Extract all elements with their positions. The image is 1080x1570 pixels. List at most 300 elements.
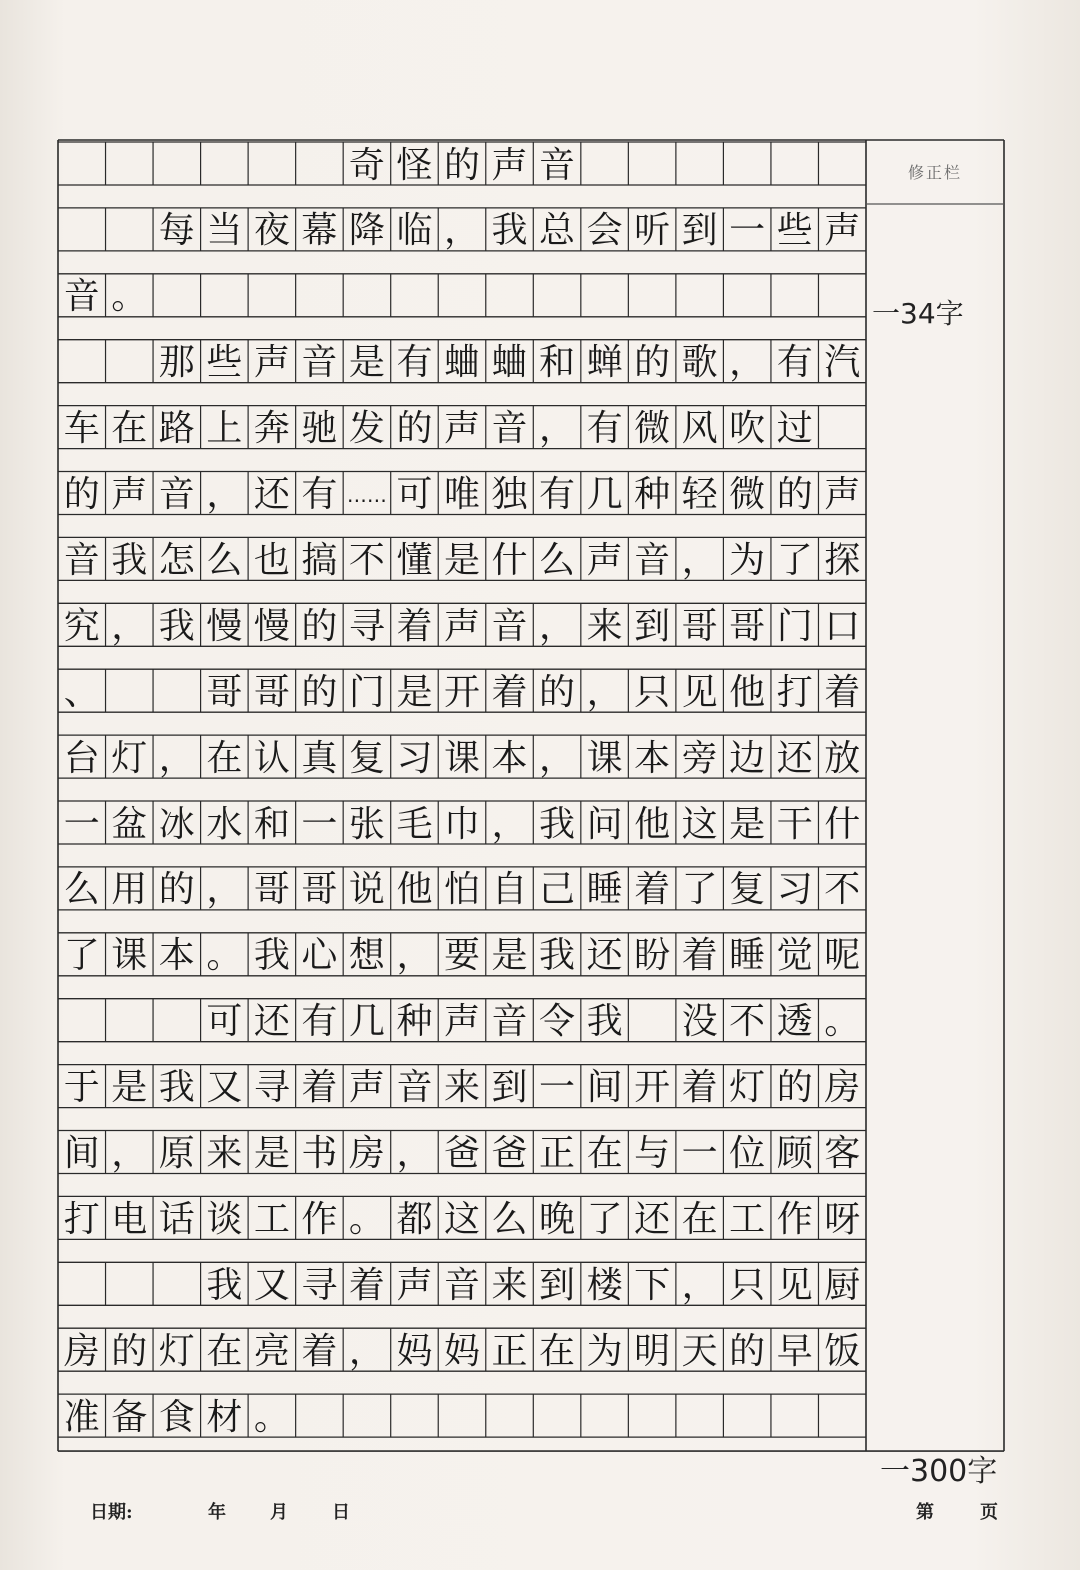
essay-char: 在	[681, 1198, 718, 1240]
essay-char: 到	[634, 605, 671, 647]
essay-char: 搞	[301, 539, 338, 581]
essay-char: 。	[824, 1001, 861, 1043]
essay-char: 在	[206, 737, 243, 779]
essay-char: 令	[539, 1001, 576, 1043]
essay-char: 课	[111, 935, 148, 977]
essay-char: 声	[396, 1264, 433, 1306]
essay-char: 盆	[111, 803, 148, 845]
essay-char: 工	[253, 1198, 290, 1240]
essay-char: 是	[491, 935, 528, 977]
essay-char	[106, 672, 154, 713]
essay-char: 蛐	[491, 342, 528, 384]
essay-char: 间	[586, 1067, 623, 1109]
essay-char: 来	[586, 605, 623, 647]
essay-char: 这	[443, 1198, 480, 1240]
essay-char: 也	[253, 539, 290, 581]
essay-char: 寻	[301, 1264, 338, 1306]
essay-char: 与	[634, 1133, 671, 1174]
essay-char: 的	[301, 671, 338, 713]
essay-char: 声	[443, 1001, 480, 1043]
essay-char	[533, 277, 581, 318]
essay-char: 的	[634, 342, 671, 384]
essay-char: 几	[586, 474, 623, 515]
essay-char	[723, 1397, 771, 1438]
essay-char: 间	[63, 1133, 100, 1174]
essay-char: 房	[63, 1330, 100, 1372]
essay-char	[581, 277, 629, 318]
essay-char: 声	[443, 408, 480, 450]
essay-char	[248, 277, 296, 318]
essay-char: 的	[776, 1067, 813, 1109]
essay-char: ，	[443, 210, 480, 252]
essay-char: 的	[729, 1330, 766, 1372]
essay-char: 于	[63, 1067, 100, 1109]
essay-char: 灯	[158, 1330, 195, 1372]
essay-char: 他	[634, 803, 671, 845]
essay-char: 些	[206, 342, 243, 384]
essay-char: 复	[729, 869, 766, 911]
essay-char	[201, 277, 249, 318]
essay-char: ，	[111, 1133, 148, 1174]
essay-char: 食	[158, 1396, 195, 1438]
essay-char: ，	[348, 1330, 385, 1372]
essay-char: 是	[443, 539, 480, 581]
essay-char: 一	[301, 803, 338, 845]
essay-char: 探	[824, 539, 861, 581]
essay-char: 盼	[634, 935, 671, 977]
essay-char	[486, 1397, 534, 1438]
essay-char: 这	[681, 803, 718, 845]
essay-char: 一	[729, 210, 766, 252]
essay-char	[58, 211, 106, 252]
essay-char: 声	[586, 539, 623, 581]
essay-char: 慢	[206, 605, 243, 647]
essay-char: 音	[63, 539, 100, 581]
essay-char	[818, 1397, 866, 1438]
essay-char: 了	[776, 539, 813, 581]
essay-char: 我	[158, 605, 195, 647]
essay-char: 呢	[824, 935, 861, 977]
essay-char: 幕	[301, 210, 338, 252]
essay-char: 在	[111, 408, 148, 450]
essay-char: 到	[491, 1067, 528, 1109]
essay-char: 声	[348, 1067, 385, 1109]
essay-char: 着	[634, 869, 671, 911]
essay-char: 车	[63, 408, 100, 450]
essay-char: 觉	[776, 935, 813, 977]
essay-char	[771, 277, 819, 318]
essay-char: 都	[396, 1198, 433, 1240]
essay-char	[296, 277, 344, 318]
footer-date-label: 日期:	[90, 1502, 133, 1523]
essay-char: 明	[634, 1330, 671, 1372]
essay-char: ，	[539, 605, 576, 647]
essay-char: 到	[539, 1264, 576, 1306]
word-count-note-1: 一34字	[872, 297, 964, 330]
essay-char: 巾	[443, 803, 480, 845]
essay-char: 谈	[206, 1198, 243, 1240]
essay-char: 音	[491, 605, 528, 647]
essay-char	[391, 1397, 439, 1438]
essay-char: 么	[491, 1198, 528, 1240]
essay-char: 只	[729, 1264, 766, 1306]
essay-char: 台	[63, 737, 100, 779]
footer-year: 年	[208, 1502, 226, 1523]
essay-char: 歌	[681, 342, 718, 384]
essay-char: 是	[111, 1067, 148, 1109]
essay-char: 心	[301, 935, 338, 977]
essay-char: 又	[253, 1264, 290, 1306]
essay-char: 水	[206, 803, 243, 845]
essay-char: 声	[253, 342, 290, 384]
essay-char: 爸	[443, 1133, 480, 1174]
essay-char: 毛	[396, 803, 433, 845]
essay-char: 本	[491, 737, 528, 779]
essay-char: 的	[111, 1330, 148, 1372]
essay-char	[581, 145, 629, 186]
essay-char: 呀	[824, 1198, 861, 1240]
essay-char: 来	[206, 1133, 243, 1174]
essay-char: 总	[539, 210, 576, 252]
essay-char: ，	[158, 737, 195, 779]
essay-char: ，	[396, 935, 433, 977]
essay-char: 口	[824, 605, 861, 647]
essay-char: 什	[491, 539, 528, 581]
essay-char: 睡	[586, 869, 623, 911]
essay-char: 音	[63, 276, 100, 318]
essay-char	[153, 1002, 201, 1043]
essay-char: 还	[253, 474, 290, 515]
essay-char: 睡	[729, 935, 766, 977]
essay-char: 的	[158, 869, 195, 911]
essay-char: 着	[681, 1067, 718, 1109]
essay-char: 夜	[253, 210, 290, 252]
essay-char	[106, 1002, 154, 1043]
essay-char	[676, 1397, 724, 1438]
essay-char	[628, 1397, 676, 1438]
essay-char: 些	[776, 210, 813, 252]
essay-char: 是	[729, 803, 766, 845]
essay-char: 我	[158, 1067, 195, 1109]
essay-char: 几	[348, 1001, 385, 1043]
essay-char: 习	[776, 869, 813, 911]
essay-char: 音	[634, 539, 671, 581]
essay-char: 他	[396, 869, 433, 911]
essay-char: 课	[443, 737, 480, 779]
essay-char: 了	[63, 935, 100, 977]
essay-char	[106, 145, 154, 186]
essay-char: ，	[539, 408, 576, 450]
essay-char: 我	[586, 1001, 623, 1043]
essay-char: 种	[634, 474, 671, 515]
essay-char: 还	[253, 1001, 290, 1043]
essay-char: 哥	[253, 869, 290, 911]
essay-char: 和	[253, 803, 290, 845]
essay-char: 的	[63, 474, 100, 515]
essay-char	[581, 1397, 629, 1438]
essay-char: 那	[158, 342, 195, 384]
essay-char: 在	[206, 1330, 243, 1372]
essay-char: 作	[776, 1198, 813, 1240]
essay-char: 张	[348, 803, 385, 845]
essay-char: 声	[443, 605, 480, 647]
essay-char: 不	[729, 1001, 766, 1043]
essay-char: 声	[824, 210, 861, 252]
essay-char: 开	[634, 1067, 671, 1109]
essay-char: 。	[348, 1198, 385, 1240]
essay-char: 备	[111, 1396, 148, 1438]
essay-char: 不	[348, 539, 385, 581]
essay-char: 位	[729, 1133, 766, 1174]
essay-char: 懂	[396, 539, 433, 581]
essay-char: 音	[443, 1264, 480, 1306]
footer-page-prefix: 第	[916, 1502, 934, 1523]
footer-page-suffix: 页	[980, 1502, 998, 1523]
essay-char	[201, 145, 249, 186]
essay-char: 想	[348, 935, 385, 977]
essay-char: ，	[491, 803, 528, 845]
essay-char: 来	[443, 1067, 480, 1109]
essay-char: 顾	[776, 1133, 813, 1174]
essay-char	[771, 1397, 819, 1438]
essay-char: 复	[348, 737, 385, 779]
essay-char	[486, 277, 534, 318]
essay-char: 的	[539, 671, 576, 713]
essay-char: 路	[158, 408, 195, 450]
essay-char: 是	[348, 342, 385, 384]
essay-char: 怎	[158, 539, 195, 581]
essay-char: 门	[348, 671, 385, 713]
essay-char	[58, 1002, 106, 1043]
essay-char: 透	[776, 1001, 813, 1043]
essay-char	[106, 1265, 154, 1306]
essay-char: 微	[634, 408, 671, 450]
essay-char: 声	[824, 474, 861, 515]
essay-char: 用	[111, 869, 148, 911]
essay-char: 么	[206, 539, 243, 581]
footer-day: 日	[332, 1502, 350, 1523]
margin-column-label: 修正栏	[907, 163, 962, 182]
essay-char	[438, 1397, 486, 1438]
essay-char: 着	[681, 935, 718, 977]
essay-char: 准	[63, 1396, 100, 1438]
essay-char: 寻	[253, 1067, 290, 1109]
essay-char: 蛐	[443, 342, 480, 384]
essay-char: 晚	[539, 1198, 576, 1240]
essay-char: 妈	[396, 1330, 433, 1372]
essay-char: 可	[206, 1001, 243, 1043]
essay-char: ，	[206, 474, 243, 515]
essay-char: 了	[586, 1198, 623, 1240]
essay-char: 了	[681, 869, 718, 911]
essay-char: 课	[586, 737, 623, 779]
essay-char	[153, 1265, 201, 1306]
essay-char	[58, 343, 106, 384]
essay-char: 听	[634, 210, 671, 252]
essay-char: 风	[681, 408, 718, 450]
essay-char: 正	[491, 1330, 528, 1372]
essay-char: 着	[491, 671, 528, 713]
essay-char: 来	[491, 1264, 528, 1306]
essay-char: 独	[491, 474, 528, 515]
essay-char: 还	[586, 935, 623, 977]
essay-char: 早	[776, 1330, 813, 1372]
essay-char: 他	[729, 671, 766, 713]
essay-char: 作	[301, 1198, 338, 1240]
essay-char: 饭	[824, 1330, 861, 1372]
essay-char: 房	[348, 1133, 385, 1174]
essay-char: 怪	[396, 144, 433, 186]
essay-char: 工	[729, 1198, 766, 1240]
essay-char	[723, 277, 771, 318]
essay-char: 到	[681, 210, 718, 252]
essay-char: 上	[206, 408, 243, 450]
essay-char	[723, 145, 771, 186]
essay-char: 有	[396, 342, 433, 384]
essay-char	[771, 145, 819, 186]
essay-char: 打	[776, 671, 813, 713]
essay-char: 有	[301, 1001, 338, 1043]
essay-char	[153, 145, 201, 186]
essay-char: 的	[776, 474, 813, 515]
essay-char: 习	[396, 737, 433, 779]
essay-char: 慢	[253, 605, 290, 647]
essay-char	[676, 145, 724, 186]
essay-char: 、	[63, 671, 100, 713]
essay-char: 蝉	[586, 342, 623, 384]
essay-char	[153, 672, 201, 713]
essay-char: 哥	[253, 671, 290, 713]
essay-char: 材	[206, 1396, 243, 1438]
essay-char: 怕	[443, 869, 480, 911]
essay-char: 音	[396, 1067, 433, 1109]
essay-char: 打	[63, 1198, 100, 1240]
essay-char: 可	[396, 474, 433, 515]
footer-month: 月	[270, 1502, 288, 1523]
essay-char	[58, 1265, 106, 1306]
essay-char: 一	[681, 1133, 718, 1174]
essay-char	[343, 1397, 391, 1438]
essay-char: 正	[539, 1133, 576, 1174]
essay-char: ，	[539, 737, 576, 779]
essay-char: 音	[301, 342, 338, 384]
essay-char: ，	[681, 539, 718, 581]
essay-char: 我	[111, 539, 148, 581]
essay-char	[153, 277, 201, 318]
essay-char: 有	[586, 408, 623, 450]
essay-char: 的	[396, 408, 433, 450]
essay-char: ，	[681, 1264, 718, 1306]
essay-char: 临	[396, 210, 433, 252]
essay-char	[58, 145, 106, 186]
essay-char	[818, 277, 866, 318]
essay-char: 是	[253, 1133, 290, 1174]
essay-char: 为	[729, 539, 766, 581]
essay-char: 只	[634, 671, 671, 713]
essay-char: 哥	[301, 869, 338, 911]
essay-char: 见	[776, 1264, 813, 1306]
essay-char: 旁	[681, 737, 718, 779]
essay-char: 在	[539, 1330, 576, 1372]
essay-char: 的	[443, 144, 480, 186]
essay-char: 书	[301, 1133, 338, 1174]
essay-char: 当	[206, 210, 243, 252]
essay-char: 过	[776, 408, 813, 450]
essay-char: 边	[729, 737, 766, 779]
essay-char: 。	[253, 1396, 290, 1438]
essay-char	[533, 1397, 581, 1438]
essay-char: 还	[776, 737, 813, 779]
essay-char: 汽	[824, 342, 861, 384]
essay-char: 爸	[491, 1133, 528, 1174]
essay-char: 轻	[681, 474, 718, 515]
essay-char	[296, 145, 344, 186]
essay-char: 发	[348, 408, 385, 450]
essay-char: 哥	[206, 671, 243, 713]
essay-char	[818, 409, 866, 450]
essay-char: 音	[491, 408, 528, 450]
essay-char: 在	[586, 1133, 623, 1174]
essay-char: 下	[634, 1264, 671, 1306]
essay-char: 哥	[681, 605, 718, 647]
essay-char: 音	[539, 144, 576, 186]
essay-char: 声	[111, 474, 148, 515]
essay-char: 声	[491, 144, 528, 186]
essay-char: 冰	[158, 803, 195, 845]
essay-char: 么	[539, 539, 576, 581]
essay-char: 和	[539, 342, 576, 384]
essay-char: 自	[491, 869, 528, 911]
essay-char: 会	[586, 210, 623, 252]
essay-char: 着	[301, 1067, 338, 1109]
essay-char	[296, 1397, 344, 1438]
essay-char	[248, 145, 296, 186]
essay-char: 是	[396, 671, 433, 713]
essay-char: 寻	[348, 605, 385, 647]
essay-char: 有	[539, 474, 576, 515]
essay-char	[818, 145, 866, 186]
essay-char: 我	[253, 935, 290, 977]
essay-char: ，	[729, 342, 766, 384]
essay-char	[106, 343, 154, 384]
essay-char: 不	[824, 869, 861, 911]
essay-char: 。	[111, 276, 148, 318]
word-count-note-2: 一300字	[880, 1454, 998, 1489]
essay-char	[628, 145, 676, 186]
essay-char: 着	[396, 605, 433, 647]
essay-char: 门	[776, 605, 813, 647]
essay-char: 真	[301, 737, 338, 779]
essay-char: 要	[443, 935, 480, 977]
essay-char: 我	[206, 1264, 243, 1306]
essay-char: 说	[348, 869, 385, 911]
essay-char: 着	[824, 671, 861, 713]
essay-char: ……	[346, 483, 387, 507]
essay-char: 有	[301, 474, 338, 515]
essay-char	[676, 277, 724, 318]
essay-char	[628, 1002, 676, 1043]
essay-char: 奇	[348, 144, 385, 186]
essay-char: 究	[63, 605, 100, 647]
essay-char: 哥	[729, 605, 766, 647]
essay-char	[438, 277, 486, 318]
essay-char	[106, 211, 154, 252]
essay-char: 电	[111, 1198, 148, 1240]
essay-char: 音	[158, 474, 195, 515]
essay-char: 我	[491, 210, 528, 252]
essay-char: 的	[301, 605, 338, 647]
essay-char: 什	[824, 803, 861, 845]
